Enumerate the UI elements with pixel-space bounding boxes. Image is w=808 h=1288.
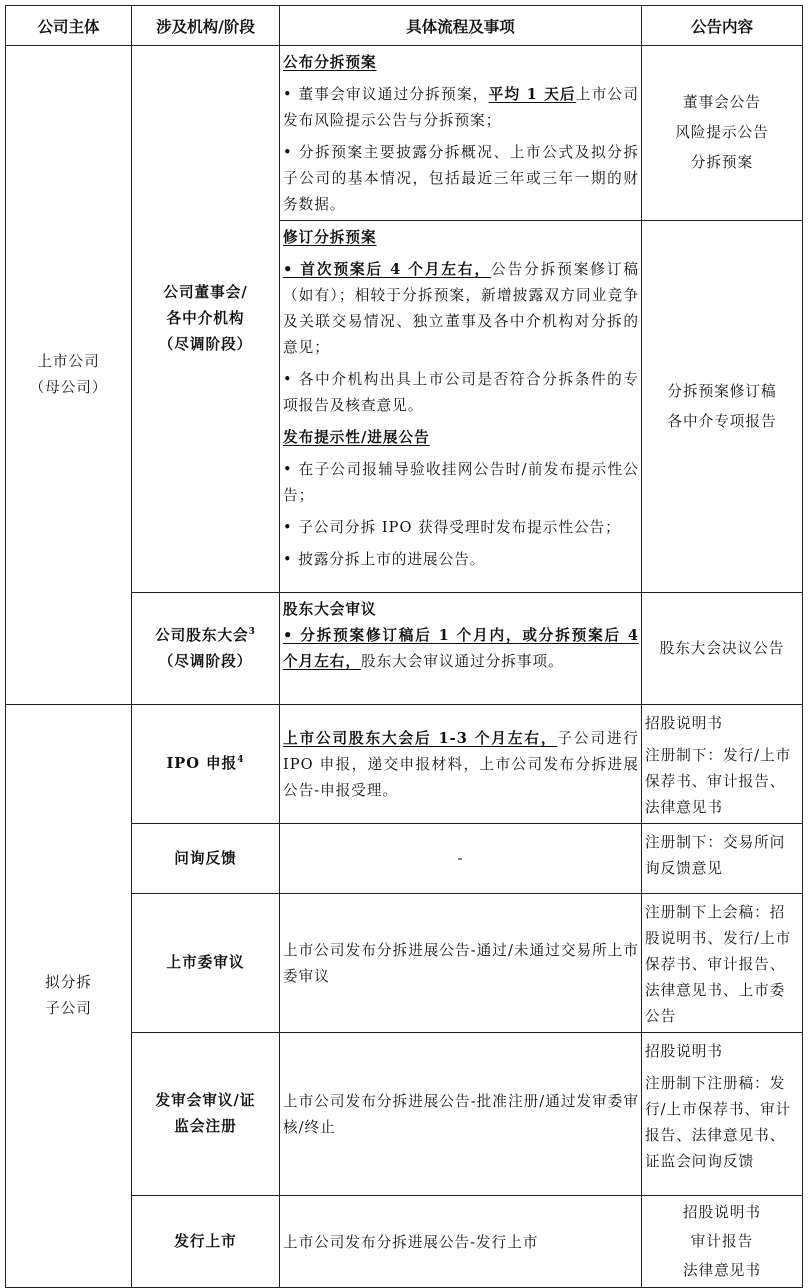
bullet-revise-1: • 首次预案后 4 个月左右，公告分拆预案修订稿（如有）；相较于分拆预案，新增披露双方同业竞争及关联交易情况、独立董事及各中介机构对分拆的意见； xyxy=(283,261,639,356)
header-entity: 公司主体 xyxy=(6,6,132,46)
flow-issuance-listing: 上市公司发布分拆进展公告-发行上市 xyxy=(280,1196,642,1288)
heading-revise-plan: 修订分拆预案 xyxy=(283,229,377,246)
stage-csrc-registration: 发审会审议/证 监会注册 xyxy=(132,1033,280,1196)
ann-publish-plan: 董事会公告 风险提示公告 分拆预案 xyxy=(642,46,803,221)
entity-parent: 上市公司 （母公司） xyxy=(6,46,132,705)
heading-publish-plan: 公布分拆预案 xyxy=(283,54,377,71)
stage-inquiry: 问询反馈 xyxy=(132,824,280,894)
bullet-publish-1: • 董事会审议通过分拆预案，平均 1 天后上市公司发布风险提示公告与分拆预案； xyxy=(283,86,639,129)
bullet-revise-2: • 各中介机构出具上市公司是否符合分拆条件的专项报告及核查意见。 xyxy=(283,371,639,414)
ann-inquiry: 注册制下：交易所问询反馈意见 xyxy=(642,824,803,894)
stage-board: 公司董事会/ 各中介机构 （尽调阶段） xyxy=(132,46,280,593)
ann-revise-plan: 分拆预案修订稿 各中介专项报告 xyxy=(642,221,803,593)
stage-shareholder: 公司股东大会$^3$ （尽调阶段） xyxy=(132,593,280,705)
flow-shareholder xyxy=(280,593,642,705)
ann-ipo-filing: 招股说明书 注册制下：发行/上市保荐书、审计报告、法律意见书 xyxy=(642,705,803,824)
bullet-shareholder: • 分拆预案修订稿后 1 个月内，或分拆预案后 4 个月左右，股东大会审议通过分拆事项。 xyxy=(283,627,639,670)
header-announcement: 公告内容 xyxy=(642,6,803,46)
heading-progress-notice: 发布提示性/进展公告 xyxy=(283,429,430,446)
entity-child: 拟分拆 子公司 xyxy=(6,705,132,1288)
stage-ipo-filing: IPO 申报$^4$ xyxy=(132,705,280,824)
row-publish-plan xyxy=(6,46,803,221)
bullet-notice-3: • 披露分拆上市的进展公告。 xyxy=(283,551,486,568)
ann-csrc-registration: 招股说明书 注册制下注册稿：发行/上市保荐书、审计报告、法律意见书、证监会问询反馈 xyxy=(642,1033,803,1196)
ipo-spinoff-process-table xyxy=(5,5,803,1288)
flow-ipo-filing: 上市公司股东大会后 1-3 个月左右，子公司进行 IPO 申报，递交申报材料，上市公司发布分拆进展公告-申报受理。 xyxy=(280,705,642,824)
ann-listing-committee: 注册制下上会稿：招股说明书、发行/上市保荐书、审计报告、法律意见书、上市委公告 xyxy=(642,894,803,1033)
bullet-notice-1: • 在子公司报辅导验收挂网公告时/前发布提示性公告； xyxy=(283,461,639,504)
stage-issuance-listing: 发行上市 xyxy=(132,1196,280,1288)
stage-listing-committee: 上市委审议 xyxy=(132,894,280,1033)
ann-shareholder: 股东大会决议公告 xyxy=(642,593,803,705)
flow-csrc-registration: 上市公司发布分拆进展公告-批准注册/通过发审委审核/终止 xyxy=(280,1033,642,1196)
flow-publish-plan xyxy=(280,46,642,221)
flow-revise-plan xyxy=(280,221,642,593)
header-row xyxy=(6,6,803,46)
header-flow: 具体流程及事项 xyxy=(280,6,642,46)
ann-issuance-listing: 招股说明书 审计报告 法律意见书 xyxy=(642,1196,803,1288)
heading-shareholder: 股东大会审议 xyxy=(283,601,377,618)
flow-listing-committee: 上市公司发布分拆进展公告-通过/未通过交易所上市委审议 xyxy=(280,894,642,1033)
bullet-publish-2: • 分拆预案主要披露分拆概况、上市公式及拟分拆子公司的基本情况，包括最近三年或三年一期的财务数据。 xyxy=(283,144,639,213)
bullet-notice-2: • 子公司分拆 IPO 获得受理时发布提示性公告； xyxy=(283,519,621,536)
header-stage: 涉及机构/阶段 xyxy=(132,6,280,46)
flow-inquiry: - xyxy=(280,824,642,894)
row-ipo-filing xyxy=(6,705,803,824)
